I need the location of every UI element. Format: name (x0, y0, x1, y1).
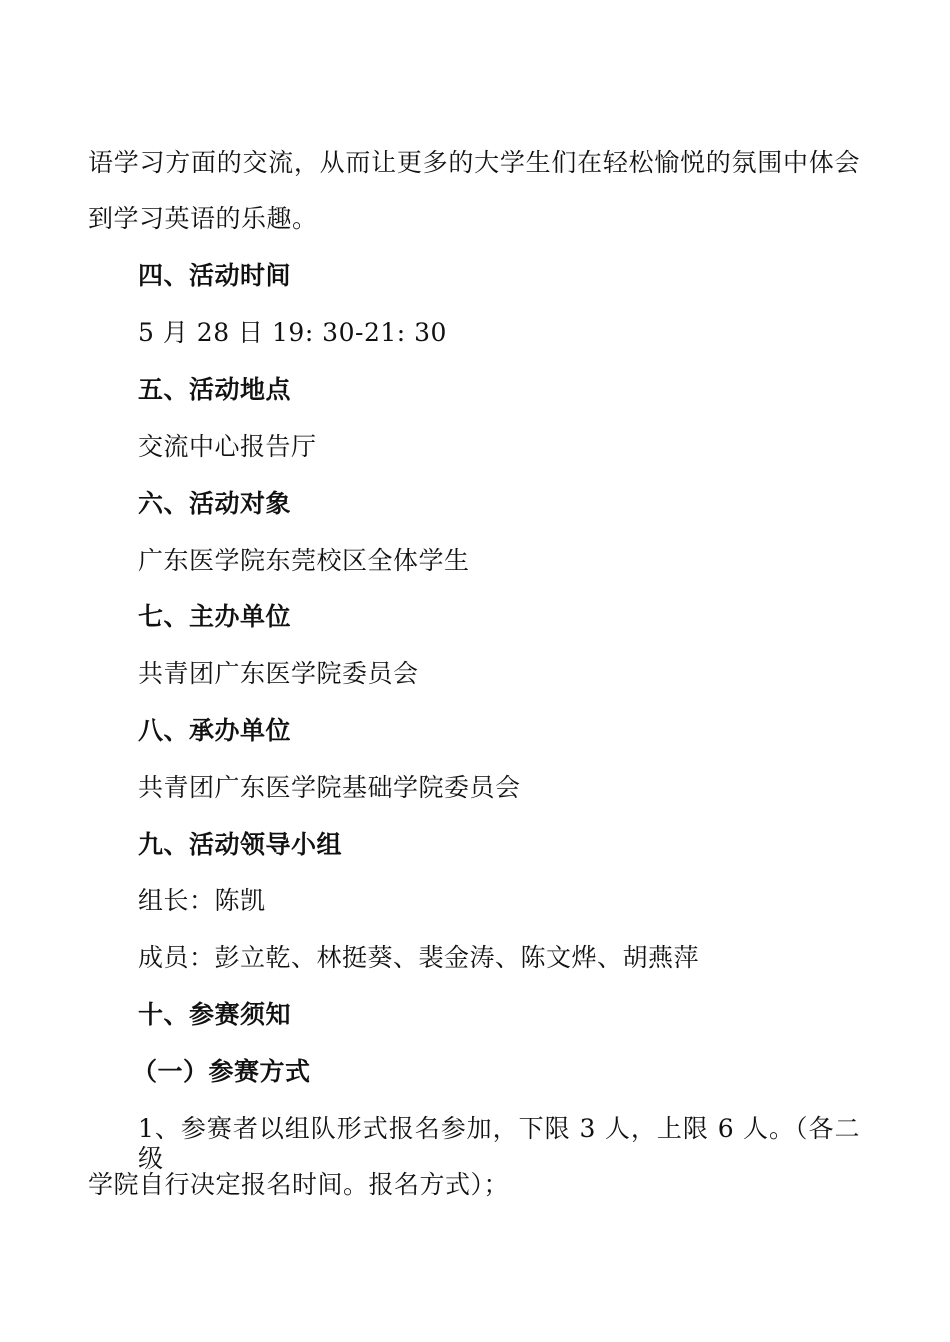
section-10-subheading-1: （一）参赛方式 (132, 1057, 311, 1086)
section-9-members-text: 成员：彭立乾、林挺葵、裴金涛、陈文烨、胡燕萍 (138, 943, 700, 972)
section-6-heading: 六、活动对象 (138, 489, 292, 518)
section-5-heading: 五、活动地点 (138, 375, 292, 404)
section-10-heading: 十、参赛须知 (138, 1000, 292, 1029)
section-4-time-text: 5 月 28 日 19: 30-21: 30 (138, 318, 447, 347)
intro-paragraph-line-1: 语学习方面的交流，从而让更多的大学生们在轻松愉悦的氛围中体会 (88, 148, 860, 177)
section-6-audience-text: 广东医学院东莞校区全体学生 (138, 546, 470, 575)
section-5-location-text: 交流中心报告厅 (138, 432, 317, 461)
section-10-item-1-line-1: 1、参赛者以组队形式报名参加，下限 3 人，上限 6 人。（各二级 (138, 1114, 860, 1173)
section-8-host-text: 共青团广东医学院基础学院委员会 (138, 773, 521, 802)
section-9-heading: 九、活动领导小组 (138, 830, 343, 859)
intro-paragraph-line-2: 到学习英语的乐趣。 (88, 204, 318, 233)
section-4-heading: 四、活动时间 (138, 261, 292, 290)
section-7-heading: 七、主办单位 (138, 602, 292, 631)
section-7-organizer-text: 共青团广东医学院委员会 (138, 659, 419, 688)
section-9-leader-text: 组长：陈凯 (138, 886, 266, 915)
section-8-heading: 八、承办单位 (138, 716, 292, 745)
section-10-item-1-line-2: 学院自行决定报名时间。报名方式）； (88, 1170, 510, 1199)
